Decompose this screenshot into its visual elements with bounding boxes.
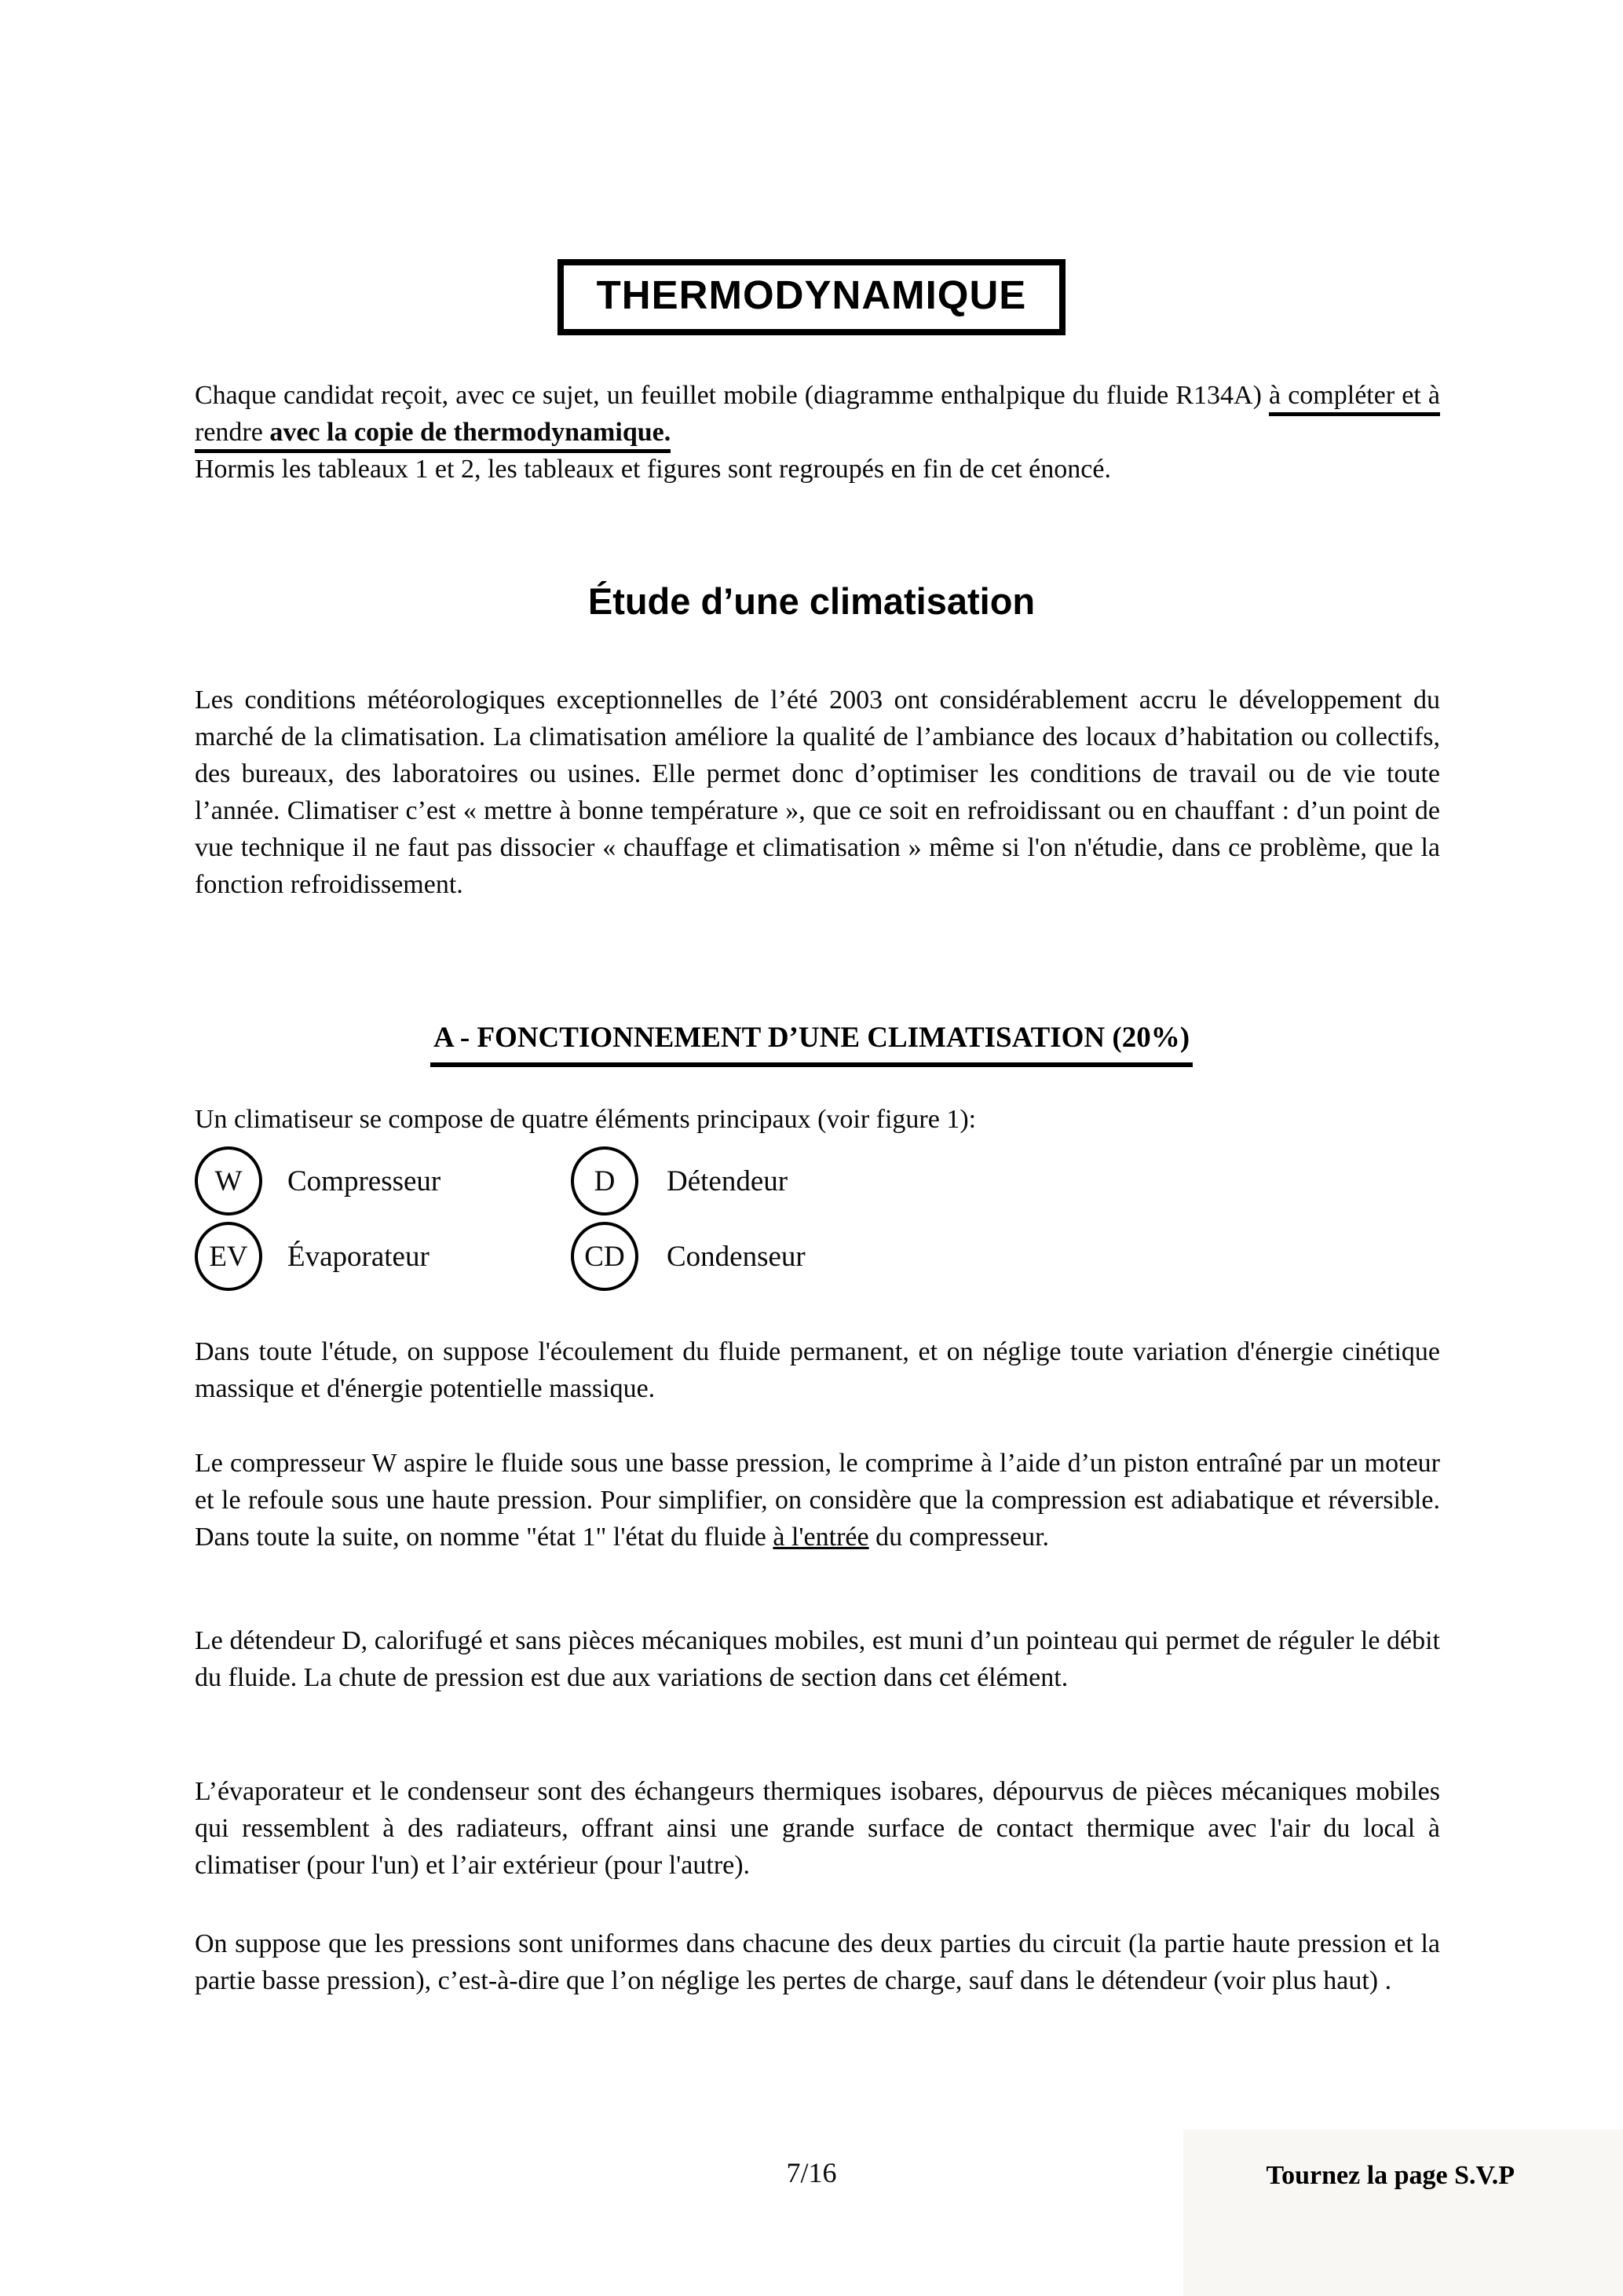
echangeurs-paragraph: L’évaporateur et le condenseur sont des échangeurs thermiques isobares, dépourvus de pièces mécaniques mobiles qui ressemblent à des radiateurs, offrant ainsi une grande surface de contact thermique avec l'air du local à climatiser (pour l'un) et l’air extérieur (pour l'autre). xyxy=(195,1777,1440,1880)
evaporateur-badge-icon: EV xyxy=(195,1222,262,1291)
context-paragraph: Les conditions météorologiques exceptionnelles de l’été 2003 ont considérablement accru le développement du marché de la climatisation. La climatisation améliore la qualité de l’ambiance des locaux d’habitation ou collectifs, des bureaux, des laboratoires ou usines. Elle permet donc d’optimiser les conditions de travail ou de vie toute l’année. Climatiser c’est « mettre à bonne température », que ce soit en refroidissant ou en chauffant : d’un point de vue technique il ne faut pas dissocier « chauffage et climatisation » même si l'on n'étudie, dans ce problème, que la fonction refroidissement. xyxy=(195,686,1440,899)
condenseur-label: Condenseur xyxy=(667,1240,806,1273)
intro-sentence-1: Chaque candidat reçoit, avec ce sujet, un feuillet mobile (diagramme enthalpique du fluide R134A) à compléter et à rendre avec la copie de thermodynamique. xyxy=(195,377,1440,451)
compressor-label: Compresseur xyxy=(287,1164,441,1197)
evaporateur-label: Évaporateur xyxy=(287,1240,430,1273)
section-a-heading xyxy=(0,1021,1623,1067)
element-condenseur xyxy=(571,1222,806,1291)
detendeur-paragraph: Le détendeur D, calorifugé et sans pièces mécaniques mobiles, est muni d’un pointeau qui permet de réguler le débit du fluide. La chute de pression est due aux variations de section dans cet élément. xyxy=(195,1626,1440,1692)
intro-paragraph xyxy=(195,377,1440,488)
element-evaporateur xyxy=(195,1222,571,1291)
element-compressor xyxy=(195,1146,571,1216)
intro-sentence-2: Hormis les tableaux 1 et 2, les tableaux et figures sont regroupés en fin de cet énoncé. xyxy=(195,455,1111,484)
title-box xyxy=(557,259,1066,335)
main-heading: Étude d’une climatisation xyxy=(587,580,1036,622)
scan-artifact xyxy=(1183,2130,1623,2296)
page-number: 7/16 xyxy=(786,2157,837,2188)
condenseur-badge-icon: CD xyxy=(571,1222,638,1291)
compressor-underlined: à l'entrée xyxy=(773,1523,869,1552)
detendeur-badge-icon: D xyxy=(571,1146,638,1216)
compressor-paragraph: Le compresseur W aspire le fluide sous une basse pression, le comprime à l’aide d’un piston entraîné par un moteur et le refoule sous une haute pression. Pour simplifier, on considère que la compression est adiabatique et réversible. Dans toute la suite, on nomme "état 1" l'état du fluide à l'entrée du compresseur. xyxy=(195,1449,1440,1552)
document-title: THERMODYNAMIQUE xyxy=(596,272,1027,317)
compressor-badge-icon: W xyxy=(195,1146,262,1216)
elements-intro: Un climatiseur se compose de quatre éléments principaux (voir figure 1): xyxy=(195,1105,977,1134)
pressions-paragraph: On suppose que les pressions sont uniformes dans chacune des deux parties du circuit (la partie haute pression et la partie basse pression), c’est-à-dire que l’on néglige les pertes de charge, sauf dans le détendeur (voir plus haut) . xyxy=(195,1929,1440,1995)
detendeur-label: Détendeur xyxy=(667,1164,788,1197)
element-detendeur xyxy=(571,1146,788,1216)
hypotheses-paragraph: Dans toute l'étude, on suppose l'écoulement du fluide permanent, et on néglige toute variation d'énergie cinétique massique et d'énergie potentielle massique. xyxy=(195,1337,1440,1403)
intro-underlined: à compléter et à rendre xyxy=(195,381,1440,453)
section-a-title: A - FONCTIONNEMENT D’UNE CLIMATISATION (20%) xyxy=(430,1021,1193,1067)
elements-row-2 xyxy=(195,1222,1440,1291)
intro-underlined-bold: avec la copie de thermodynamique. xyxy=(269,418,671,453)
title-row xyxy=(0,259,1623,335)
elements-row-1 xyxy=(195,1146,1440,1216)
turn-page-note: Tournez la page S.V.P xyxy=(1266,2161,1515,2190)
